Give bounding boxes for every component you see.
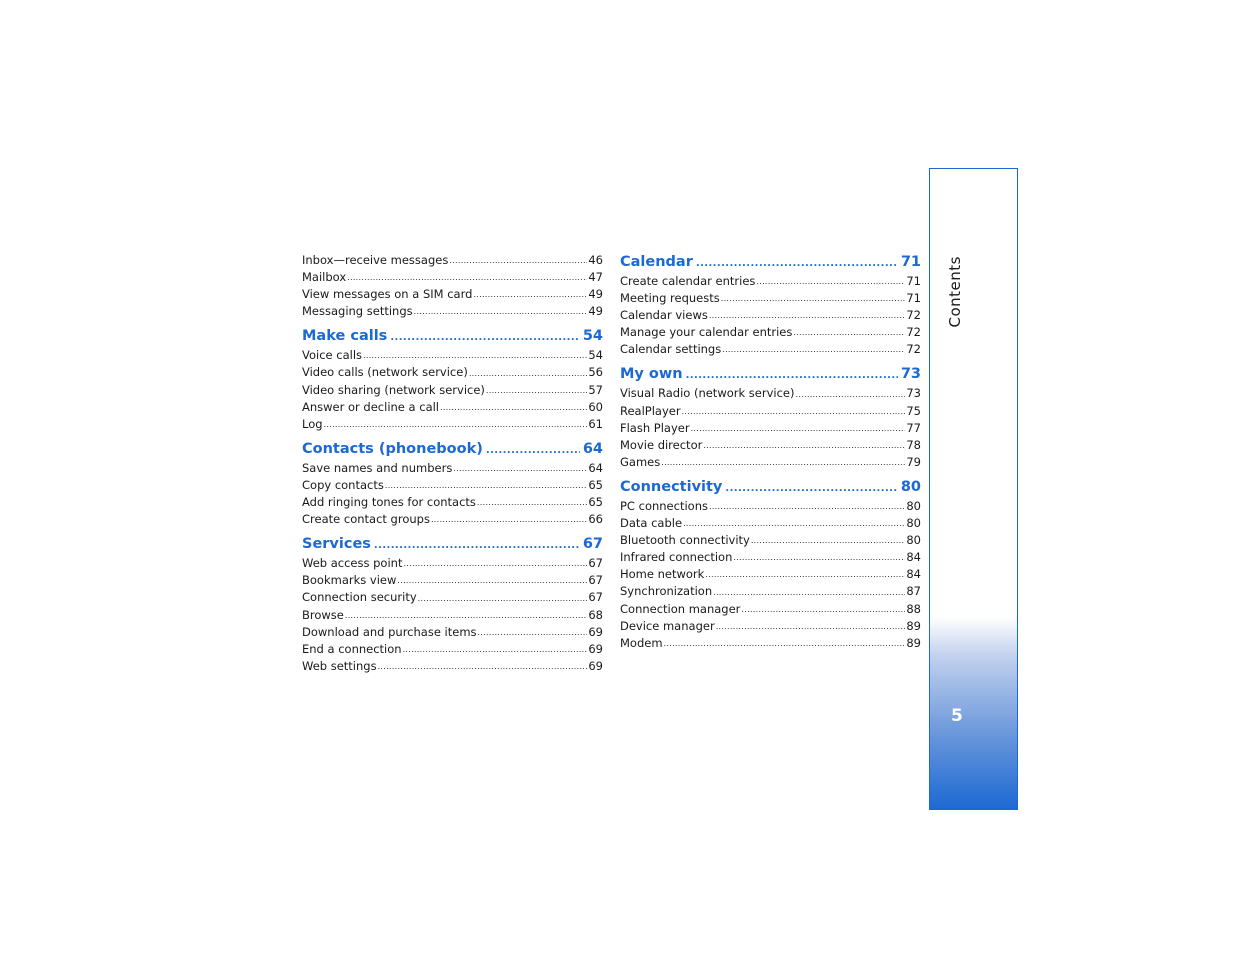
entry-page-number: 69 [588,658,603,673]
entry-page-number: 49 [588,287,603,302]
dot-leader [716,618,906,635]
entry-page-number: 77 [906,420,921,435]
toc-entry[interactable] [302,555,603,572]
toc-entry[interactable] [620,549,921,566]
dot-leader [721,290,906,307]
toc-right-column [620,252,921,652]
entry-page-number: 57 [588,382,603,397]
entry-page-number: 47 [588,270,603,285]
toc-entry[interactable] [302,511,603,528]
entry-label: PC connections [620,498,708,513]
dot-leader [682,403,906,420]
toc-entry[interactable] [302,269,603,286]
dot-leader [725,480,897,498]
toc-section-heading[interactable] [302,439,603,460]
entry-label: View messages on a SIM card [302,287,473,302]
dot-leader [686,367,898,385]
entry-page-number: 89 [906,618,921,633]
dot-leader [469,365,588,382]
toc-entry[interactable] [620,618,921,635]
entry-label: Video calls (network service) [302,365,468,380]
entry-page-number: 64 [588,460,603,475]
entry-label: Manage your calendar entries [620,325,793,340]
toc-entry[interactable] [620,307,921,324]
entry-label: Device manager [620,618,715,633]
section-page-number: 54 [582,328,603,345]
toc-entry[interactable] [302,399,603,416]
entry-label: Add ringing tones for contacts [302,495,476,510]
entry-label: Web settings [302,658,377,673]
section-page-number: 67 [582,536,603,553]
entry-label: Messaging settings [302,304,413,319]
entry-page-number: 69 [588,641,603,656]
entry-page-number: 80 [906,498,921,513]
entry-label: Voice calls [302,348,363,363]
entry-page-number: 67 [588,590,603,605]
dot-leader [703,437,905,454]
dot-leader [741,601,905,618]
dot-leader [713,584,905,601]
toc-entry[interactable] [302,416,603,433]
entry-page-number: 84 [906,567,921,582]
entry-label: Meeting requests [620,291,720,306]
entry-page-number: 67 [588,573,603,588]
toc-entry[interactable] [302,460,603,477]
entry-page-number: 69 [588,624,603,639]
entry-page-number: 65 [588,495,603,510]
entry-label: End a connection [302,641,402,656]
toc-entry[interactable] [620,324,921,341]
dot-leader [385,477,588,494]
dot-leader [683,515,905,532]
toc-entry[interactable] [302,252,603,269]
entry-label: Connection security [302,590,417,605]
toc-entry[interactable] [620,341,921,358]
toc-entry[interactable] [620,566,921,583]
dot-leader [795,386,905,403]
dot-leader [661,454,905,471]
toc-entry[interactable] [302,572,603,589]
entry-page-number: 84 [906,550,921,565]
dot-leader [378,658,588,675]
entry-page-number: 46 [588,253,603,267]
dot-leader [709,307,906,324]
dot-leader [374,537,580,555]
entry-page-number: 71 [906,291,921,306]
entry-page-number: 80 [906,516,921,531]
toc-section-heading[interactable] [620,364,921,385]
dot-leader [403,641,588,658]
toc-entry[interactable] [620,532,921,549]
toc-section-heading[interactable] [302,326,603,347]
toc-entry[interactable] [302,347,603,364]
dot-leader [363,347,587,364]
entry-label: Synchronization [620,584,713,599]
toc-entry[interactable] [620,290,921,307]
entry-page-number: 73 [906,386,921,401]
contents-sidebar-tab [929,168,1018,810]
sidebar-title: Contents [946,256,964,328]
entry-label: Inbox—receive messages [302,253,449,267]
entry-label: Movie director [620,437,703,452]
entry-label: Save names and numbers [302,460,453,475]
toc-entry[interactable] [620,420,921,437]
section-page-number: 80 [900,478,921,495]
section-heading-label: Contacts (phonebook) [302,440,483,457]
toc-entry[interactable] [302,624,603,641]
toc-entry[interactable] [302,494,603,511]
dot-leader [751,532,906,549]
dot-leader [431,511,587,528]
dot-leader [486,442,580,460]
section-heading-label: My own [620,366,683,383]
dot-leader [733,549,905,566]
section-heading-label: Make calls [302,328,388,345]
section-page-number: 73 [900,366,921,383]
section-page-number: 64 [582,440,603,457]
dot-leader [324,416,588,433]
toc-left-column [302,252,603,675]
toc-entry[interactable] [302,658,603,675]
toc-entry[interactable] [620,437,921,454]
entry-label: Browse [302,607,344,622]
entry-page-number: 72 [906,325,921,340]
entry-label: RealPlayer [620,403,681,418]
toc-entry[interactable] [620,583,921,600]
page-number: 5 [951,706,963,726]
toc-entry[interactable] [620,403,921,420]
entry-label: Copy contacts [302,477,384,492]
toc-entry[interactable] [620,515,921,532]
toc-entry[interactable] [302,382,603,399]
entry-page-number: 61 [588,416,603,431]
entry-page-number: 71 [906,274,921,288]
dot-leader [478,624,588,641]
dot-leader [664,635,906,652]
entry-label: Answer or decline a call [302,399,440,414]
toc-entry[interactable] [302,286,603,303]
entry-label: Modem [620,635,663,650]
dot-leader [449,252,587,269]
dot-leader [793,324,905,341]
entry-page-number: 66 [588,512,603,527]
dot-leader [696,255,898,273]
toc-section-heading[interactable] [302,534,603,555]
toc-entry[interactable] [302,589,603,606]
dot-leader [345,607,587,624]
dot-leader [722,341,905,358]
dot-leader [756,273,905,290]
entry-label: Log [302,416,323,431]
toc-section-heading[interactable] [620,477,921,498]
dot-leader [418,590,588,607]
section-page-number: 71 [900,254,921,270]
dot-leader [705,566,905,583]
dot-leader [453,460,587,477]
entry-label: Create contact groups [302,512,430,527]
toc-entry[interactable] [620,273,921,290]
entry-page-number: 80 [906,533,921,548]
entry-label: Calendar settings [620,342,722,357]
toc-entry[interactable] [302,303,603,320]
entry-page-number: 56 [588,365,603,380]
entry-page-number: 54 [588,348,603,363]
entry-label: Download and purchase items [302,624,477,639]
entry-label: Data cable [620,516,683,531]
dot-leader [486,382,587,399]
toc-entry[interactable] [302,641,603,658]
toc-entry[interactable] [620,498,921,515]
dot-leader [403,555,587,572]
entry-label: Flash Player [620,420,690,435]
entry-label: Visual Radio (network service) [620,386,795,401]
entry-page-number: 65 [588,477,603,492]
entry-page-number: 75 [906,403,921,418]
entry-page-number: 72 [906,342,921,357]
entry-page-number: 72 [906,308,921,323]
dot-leader [691,420,906,437]
toc-entry[interactable] [302,477,603,494]
entry-page-number: 60 [588,399,603,414]
section-heading-label: Connectivity [620,478,723,495]
entry-label: Home network [620,567,705,582]
dot-leader [440,399,587,416]
dot-leader [709,498,905,515]
section-heading-label: Calendar [620,254,693,270]
entry-label: Bluetooth connectivity [620,533,750,548]
entry-page-number: 89 [906,635,921,650]
dot-leader [390,329,580,347]
entry-label: Web access point [302,556,403,571]
toc-entry[interactable] [620,635,921,652]
entry-label: Video sharing (network service) [302,382,485,397]
entry-label: Create calendar entries [620,274,756,288]
entry-page-number: 49 [588,304,603,319]
entry-page-number: 88 [906,601,921,616]
entry-label: Calendar views [620,308,708,323]
dot-leader [414,303,588,320]
entry-page-number: 67 [588,556,603,571]
section-heading-label: Services [302,536,371,553]
toc-entry[interactable] [620,385,921,402]
dot-leader [397,572,587,589]
entry-label: Mailbox [302,270,347,285]
toc-section-heading[interactable] [620,252,921,273]
toc-entry[interactable] [302,607,603,624]
entry-label: Bookmarks view [302,573,397,588]
dot-leader [347,269,587,286]
entry-label: Connection manager [620,601,741,616]
entry-label: Infrared connection [620,550,733,565]
entry-page-number: 78 [906,437,921,452]
entry-page-number: 79 [906,454,921,469]
entry-page-number: 68 [588,607,603,622]
toc-entry[interactable] [620,601,921,618]
toc-entry[interactable] [620,454,921,471]
entry-page-number: 87 [906,584,921,599]
dot-leader [477,494,587,511]
dot-leader [473,286,587,303]
entry-label: Games [620,454,661,469]
toc-entry[interactable] [302,364,603,381]
